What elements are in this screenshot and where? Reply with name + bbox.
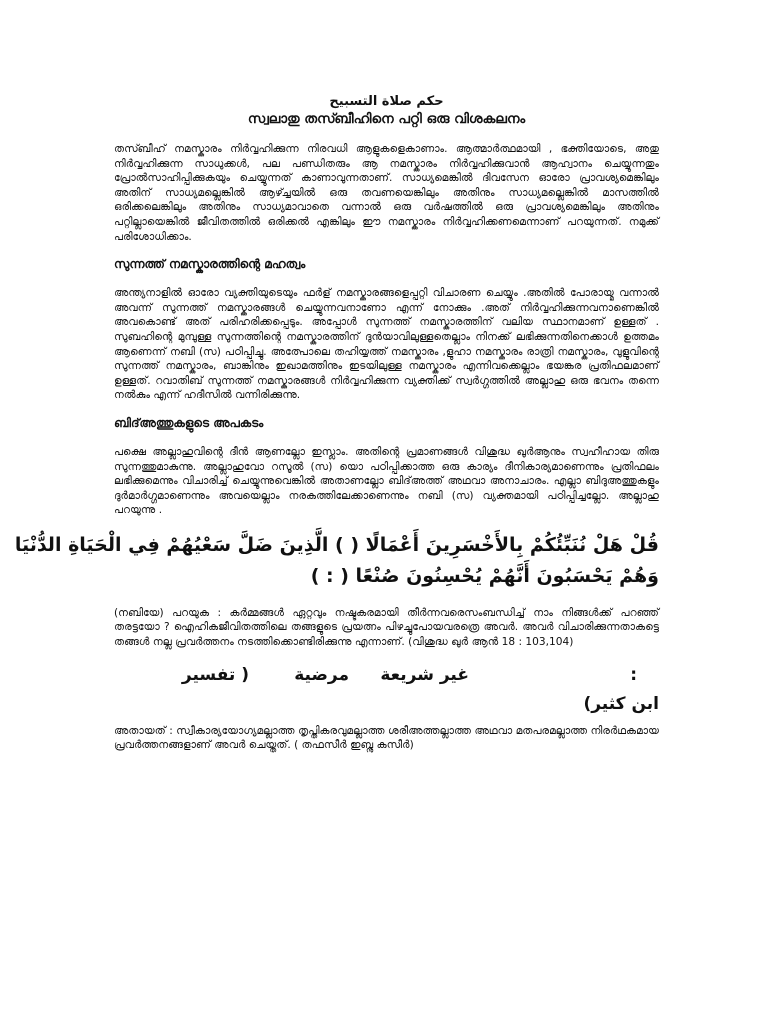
heading-sunnah-greatness: സുന്നത്ത് നമസ്കാരത്തിന്റെ മഹത്വം (114, 257, 306, 272)
translation-paragraph: (നബിയേ) പറയുക : കർമ്മങ്ങൾ ഏറ്റവും നഷ്ടകരമായി തീർന്നവരെസംബന്ധിച്ച് നാം നിങ്ങൾക്ക് പറഞ്ഞ് തരട്ടയോ ? ഐഹികജീവിതത്തിലെ തങ്ങളുടെ പ്രയത്നം പിഴച്ചുപോയവരത്രെ അവർ. അവർ വിചാരിക്കുന്നതാകട്ടെ തങ്ങൾ നല്ല പ്രവർത്തനം നടത്തിക്കൊണ്ടിരിക്കുന്നു എന്നാണ്. (വിശുദ്ധ ഖുർ ആൻ 18 : 103,104) (114, 606, 659, 649)
tafsir-word-1: غير شريعة (380, 664, 469, 685)
ayah-line-1: قُلْ هَلْ نُنَبِّئُكُمْ بِالأَخْسَرِينَ أَعْمَالًا ( ) الَّذِينَ ضَلَّ سَعْيُهُمْ فِي الْحَيَاةِ الدُّنْيَا (14, 533, 659, 556)
sunnah-paragraph: അന്ത്യനാളിൽ ഓരോ വ്യക്തിയുടെയും ഫർള് നമസ്കാരങ്ങളെപ്പറ്റി വിചാരണ ചെയ്യും .അതിൽ പോരായ്മ വന്നാൽ അവന്ന് സുന്നത്ത് നമസ്കാരങ്ങൾ ചെയ്യുന്നവനാണോ എന്ന് നോക്കും .അത് നിർവ്വഹിക്കുന്നവനാണെങ്കിൽ അവകൊണ്ട് അത് പരിഹരിക്കപ്പെടും. അപ്പോൾ സുന്നത്ത് നമസ്കാരത്തിന് വലിയ സ്ഥാനമാണ് ഉള്ളത് . സുബഹിന്റെ മുമ്പുള്ള സുന്നത്തിന്റെ നമസ്കാരത്തിന് ദുൻയാവിലുള്ളതെല്ലാം നിനക്ക് ലഭിക്കുന്നതിനെക്കാൾ ഉത്തമം ആണെന്ന് നബി (സ) പഠിപ്പിച്ചു. അത്പോലെ തഹിയ്യത്ത് നമസ്കാരം ,ളുഹാ നമസ്കാരം രാത്രി നമസ്കാരം, വുളുവിന്റെ സുന്നത്ത് നമസ്കാരം, ബാങ്കിനും ഇഖാമത്തിനും ഇടയിലുള്ള നമസ്കാരം എന്നിവക്കെല്ലാം ഭയങ്കര പ്രതിഫലമാണ് ഉള്ളത്. റവാതിബ് സുന്നത്ത് നമസ്കാരങ്ങൾ നിർവ്വഹിക്കുന്ന വ്യക്തിക്ക് സ്വർഗ്ഗത്തിൽ അല്ലാഹു ഒരു ഭവനം തന്നെ നൽകും എന്ന് ഹദീസിൽ വന്നിരിക്കുന്നു. (114, 287, 659, 402)
ayah-line-2: وَهُمْ يَحْسَبُونَ أَنَّهُمْ يُحْسِنُونَ صُنْعًا ( : ) (310, 564, 659, 587)
tafsir-arabic-quote (114, 662, 659, 720)
quran-ayah (14, 530, 659, 592)
title-arabic: حكم صلاة التسبيح (329, 94, 444, 109)
tafsir-malayalam-paragraph: അതായത് : സ്വീകാര്യയോഗ്യമല്ലാത്ത തൃപ്തികരവുമല്ലാത്ത ശരീഅത്തല്ലാത്ത അഥവാ മതപരമല്ലാത്ത നിരർഥകമായ പ്രവർത്തനങ്ങളാണ് അവർ ചെയ്തത്. ( തഫസീർ ഇബ്നു കസീർ) (114, 724, 659, 752)
intro-paragraph: തസ്ബീഹ് നമസ്കാരം നിർവ്വഹിക്കുന്ന നിരവധി ആളുകളെകാണാം. ആത്മാർത്ഥമായി , ഭക്തിയോടെ, അതു നിർവ്വഹിക്കുന്ന സാധുക്കൾ, പല പണ്ഡിതരും ആ നമസ്കാരം നിർവ്വഹിക്കുവാൻ ആഹ്വാനം ചെയ്യുന്നതും പ്രോൽസാഹിപ്പിക്കുകയും ചെയ്യുന്നത് കാണാവുന്നതാണ്. സാധ്യമെങ്കിൽ ദിവസേന ഓരോ പ്രാവശ്യമെങ്കിലും അതിന് സാധ്യമല്ലെങ്കിൽ ആഴ്ച്ചയിൽ ഒരു തവണയെങ്കിലും അതിനും സാധ്യമല്ലെങ്കിൽ മാസത്തിൽ ഒരിക്കലെങ്കിലും അതിനും സാധ്യമാവാതെ വന്നാൽ ഒരു വർഷത്തിൽ ഒരു പ്രാവശ്യമെങ്കിലും അതിനും പറ്റില്ലായെങ്കിൽ ജീവിതത്തിൽ ഒരിക്കൽ എങ്കിലും ഈ നമസ്കാരം നിർവ്വഹിക്കണമെന്നാണ് പറയുന്നത്. നമുക്ക് പരിശോധിക്കാം. (114, 143, 659, 243)
tafsir-colon: : (630, 664, 637, 685)
document-page (14, 94, 659, 765)
title-malayalam: സ്വലാതു തസ്ബീഹിനെ പറ്റി ഒരു വിശകലനം (247, 111, 526, 127)
tafsir-word-3: ( تفسير (181, 664, 249, 685)
heading-bidah-danger: ബിദ്അത്തുകളുടെ അപകടം (114, 415, 264, 430)
bidah-paragraph: പക്ഷെ അല്ലാഹുവിന്റെ ദീൻ ആണല്ലോ ഇസ്ലാം. അതിന്റെ പ്രമാണങ്ങൾ വിശുദ്ധ ഖുർആനും സ്വഹീഹായ തിരു സുന്നത്തുമാകുന്നു. അല്ലാഹുവോ റസൂൽ (സ) യൊ പഠിപ്പിക്കാത്ത ഒരു കാര്യം ദീനികാര്യമാണെന്നും പ്രതിഫലം ലഭിക്കുമെന്നും വിചാരിച്ച് ചെയ്യുന്നുവെങ്കിൽ അതാണല്ലോ ബിദ്അത്ത് അഥവാ അനാചാരം. എല്ലാ ബിദുഅത്തുകളും ദുർമാർഗ്ഗമാണെന്നും അവയെല്ലാം നരകത്തിലേക്കാണെന്നും നബി (സ) വ്യക്തമായി പഠിപ്പിച്ചല്ലോ. അല്ലാഹു പറയുന്നു . (114, 445, 659, 517)
tafsir-word-2: مرضية (294, 664, 349, 685)
tafsir-source: ابن كثير) (583, 693, 659, 714)
